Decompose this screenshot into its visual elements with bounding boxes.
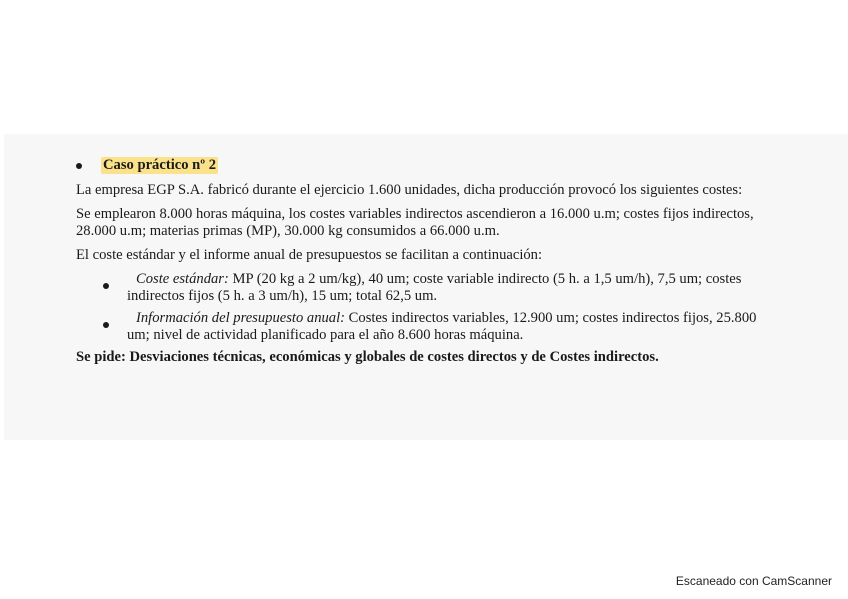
data-list bbox=[76, 271, 766, 344]
list-item-text: MP (20 kg a 2 um/kg), 40 um; coste variable indirecto (5 h. a 1,5 um/h), 7,5 um; costes indirectos fijos (5 h. a 3 um/h), 15 um; total 62,5 um. bbox=[127, 271, 742, 304]
bullet-icon bbox=[103, 283, 109, 289]
case-heading bbox=[76, 157, 766, 174]
case-title: Caso práctico nº 2 bbox=[103, 157, 217, 173]
list-item-budget bbox=[76, 310, 766, 344]
bullet-icon bbox=[103, 322, 109, 328]
list-item-label: Información del presupuesto anual: bbox=[136, 310, 346, 326]
paragraph-costs: Se emplearon 8.000 horas máquina, los costes variables indirectos ascendieron a 16.000 u.m; costes fijos indirectos, 28.000 u.m; materias primas (MP), 30.000 kg consumidos a 66.000 u.m. bbox=[76, 206, 754, 239]
requirement-statement: Se pide: Desviaciones técnicas, económicas y globales de costes directos y de Costes indirectos. bbox=[76, 349, 659, 365]
scanner-watermark: Escaneado con CamScanner bbox=[675, 574, 832, 588]
list-item-standard-cost bbox=[76, 271, 766, 305]
list-item-text: Costes indirectos variables, 12.900 um; costes indirectos fijos, 25.800 um; nivel de actividad planificado para el año 8.600 horas máquina. bbox=[127, 310, 757, 343]
list-item-label: Coste estándar: bbox=[136, 271, 229, 287]
bullet-icon bbox=[76, 163, 82, 169]
document-body bbox=[76, 157, 766, 366]
paragraph-intro-standard: El coste estándar y el informe anual de presupuestos se facilitan a continuación: bbox=[76, 247, 543, 263]
paragraph-production: La empresa EGP S.A. fabricó durante el ejercicio 1.600 unidades, dicha producción provocó los siguientes costes: bbox=[76, 182, 743, 198]
